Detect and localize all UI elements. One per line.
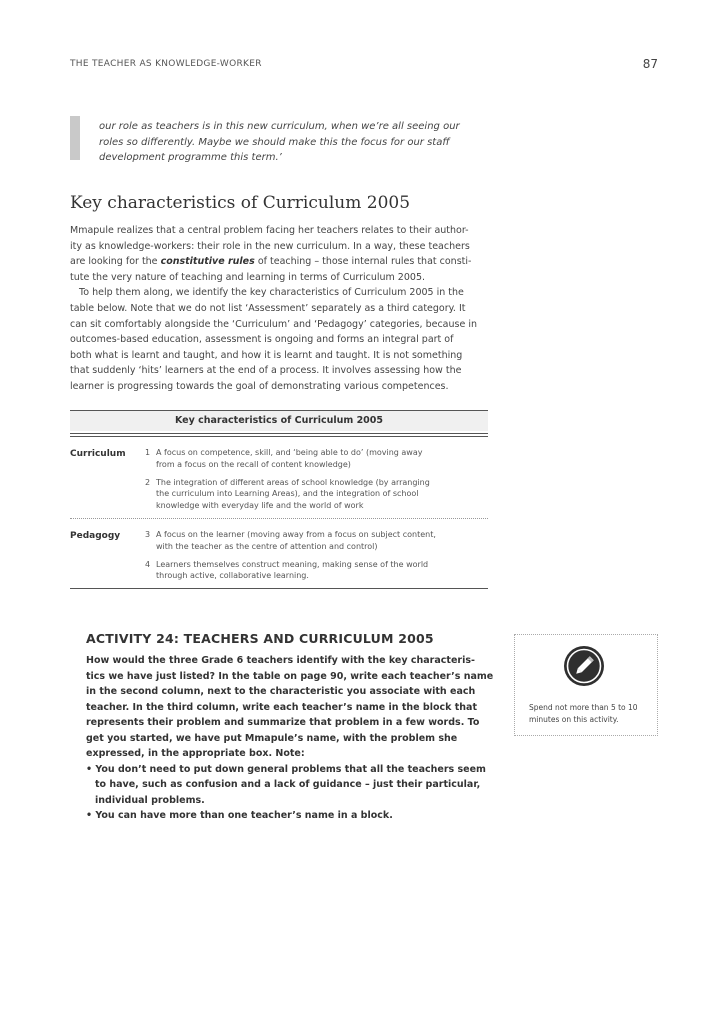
body-line: outcomes-based education, assessment is ongoing and forms an integral part of [70, 334, 454, 346]
item-number: 2 [145, 477, 151, 487]
table-section-pedagogy [70, 519, 488, 582]
item-line: from a focus on the recall of content knowledge) [156, 459, 351, 469]
activity-line: represents their problem and summarize that problem in a few words. To [86, 717, 480, 728]
bullet-line: You don’t need to put down general problems that all the teachers seem [95, 763, 486, 775]
item-line: The integration of different areas of school knowledge (by arranging [156, 477, 430, 487]
bullet-icon: • [86, 763, 96, 775]
running-head: THE TEACHER AS KNOWLEDGE-WORKER [70, 59, 262, 69]
table-row-label: Curriculum [70, 449, 126, 459]
sidebar-line: minutes on this activity. [529, 714, 619, 724]
sidebar-line: Spend not more than 5 to 10 [529, 703, 638, 712]
activity-line: How would the three Grade 6 teachers identify with the key characteris- [86, 655, 475, 666]
body-line: ity as knowledge-workers: their role in the new curriculum. In a way, these teachers [70, 240, 470, 252]
table-item [145, 559, 488, 583]
emphasis-constitutive-rules: constitutive rules [160, 256, 255, 268]
activity-line: in the second column, next to the characteristic you associate with each [86, 686, 476, 697]
table-title-rule [70, 433, 488, 434]
sidebar-note [529, 702, 653, 725]
table-bottom-rule [70, 588, 488, 589]
bullet-icon: • [86, 810, 96, 821]
activity-line: tics we have just listed? In the table on page 90, write each teacher’s name [86, 670, 494, 682]
activity-instructions [86, 653, 494, 824]
body-line [70, 254, 488, 270]
table-item [145, 477, 488, 512]
item-number: 1 [145, 448, 151, 457]
body-line: both what is learnt and taught, and how it is learnt and taught. It is not something [70, 349, 463, 361]
activity-line: expressed, in the appropriate box. Note: [86, 748, 305, 759]
body-line-start: are looking for the [70, 256, 161, 268]
table-title: Key characteristics of Curriculum 2005 [70, 411, 488, 431]
body-line: table below. Note that we do not list ‘Assessment’ separately as a third category. It [70, 302, 466, 314]
body-paragraphs [70, 223, 488, 395]
body-line: learner is progressing towards the goal of demonstrating various competences. [70, 380, 449, 392]
item-line: with the teacher as the centre of attention and control) [156, 541, 378, 551]
item-number: 4 [145, 559, 151, 569]
activity-line: teacher. In the third column, write each teacher’s name in the block that [86, 701, 478, 713]
quote-line: our role as teachers is in this new curriculum, when we’re all seeing our [99, 121, 460, 132]
item-line: A focus on competence, skill, and ‘being able to do’ (moving away [156, 448, 423, 457]
characteristics-table [70, 410, 488, 589]
quote-bar [70, 116, 80, 160]
bullet-line: You can have more than one teacher’s name in a block. [95, 810, 393, 821]
table-item [145, 529, 488, 553]
quote-line: development programme this term.’ [99, 152, 282, 163]
body-line: To help them along, we identify the key characteristics of Curriculum 2005 in the [70, 287, 464, 299]
body-line: can sit comfortably alongside the ‘Curriculum’ and ‘Pedagogy’ categories, because in [70, 318, 477, 330]
item-number: 3 [145, 529, 151, 539]
section-heading: Key characteristics of Curriculum 2005 [70, 193, 411, 213]
body-line: that suddenly ‘hits’ learners at the end of a process. It involves assessing how the [70, 365, 462, 377]
table-row-label: Pedagogy [70, 530, 121, 541]
item-line: Learners themselves construct meaning, making sense of the world [156, 559, 429, 569]
pencil-icon [562, 644, 606, 688]
bullet-continuation: to have, such as confusion and a lack of guidance – just their particular, [95, 779, 481, 790]
item-line: the curriculum into Learning Areas), and the integration of school [156, 489, 419, 499]
activity-heading: ACTIVITY 24: TEACHERS AND CURRICULUM 2005 [86, 631, 434, 646]
activity-line: get you started, we have put Mmapule’s name, with the problem she [86, 732, 458, 744]
page-number: 87 [642, 57, 658, 71]
quote-line: roles so differently. Maybe we should make this the focus for our staff [99, 136, 450, 148]
bullet-continuation: individual problems. [95, 794, 205, 806]
body-line-end: of teaching – those internal rules that consti- [254, 256, 472, 268]
body-line: tute the very nature of teaching and learning in terms of Curriculum 2005. [70, 271, 426, 283]
table-item [145, 447, 488, 471]
bullet-item [86, 808, 476, 824]
quote-block [99, 119, 499, 166]
table-section-curriculum [70, 437, 488, 512]
item-line: knowledge with everyday life and the world of work [156, 501, 364, 511]
item-line: A focus on the learner (moving away from a focus on subject content, [156, 529, 436, 539]
body-line: Mmapule realizes that a central problem facing her teachers relates to their author- [70, 225, 469, 236]
item-line: through active, collaborative learning. [156, 571, 309, 581]
activity-sidebar [514, 634, 658, 736]
bullet-item [86, 762, 486, 778]
